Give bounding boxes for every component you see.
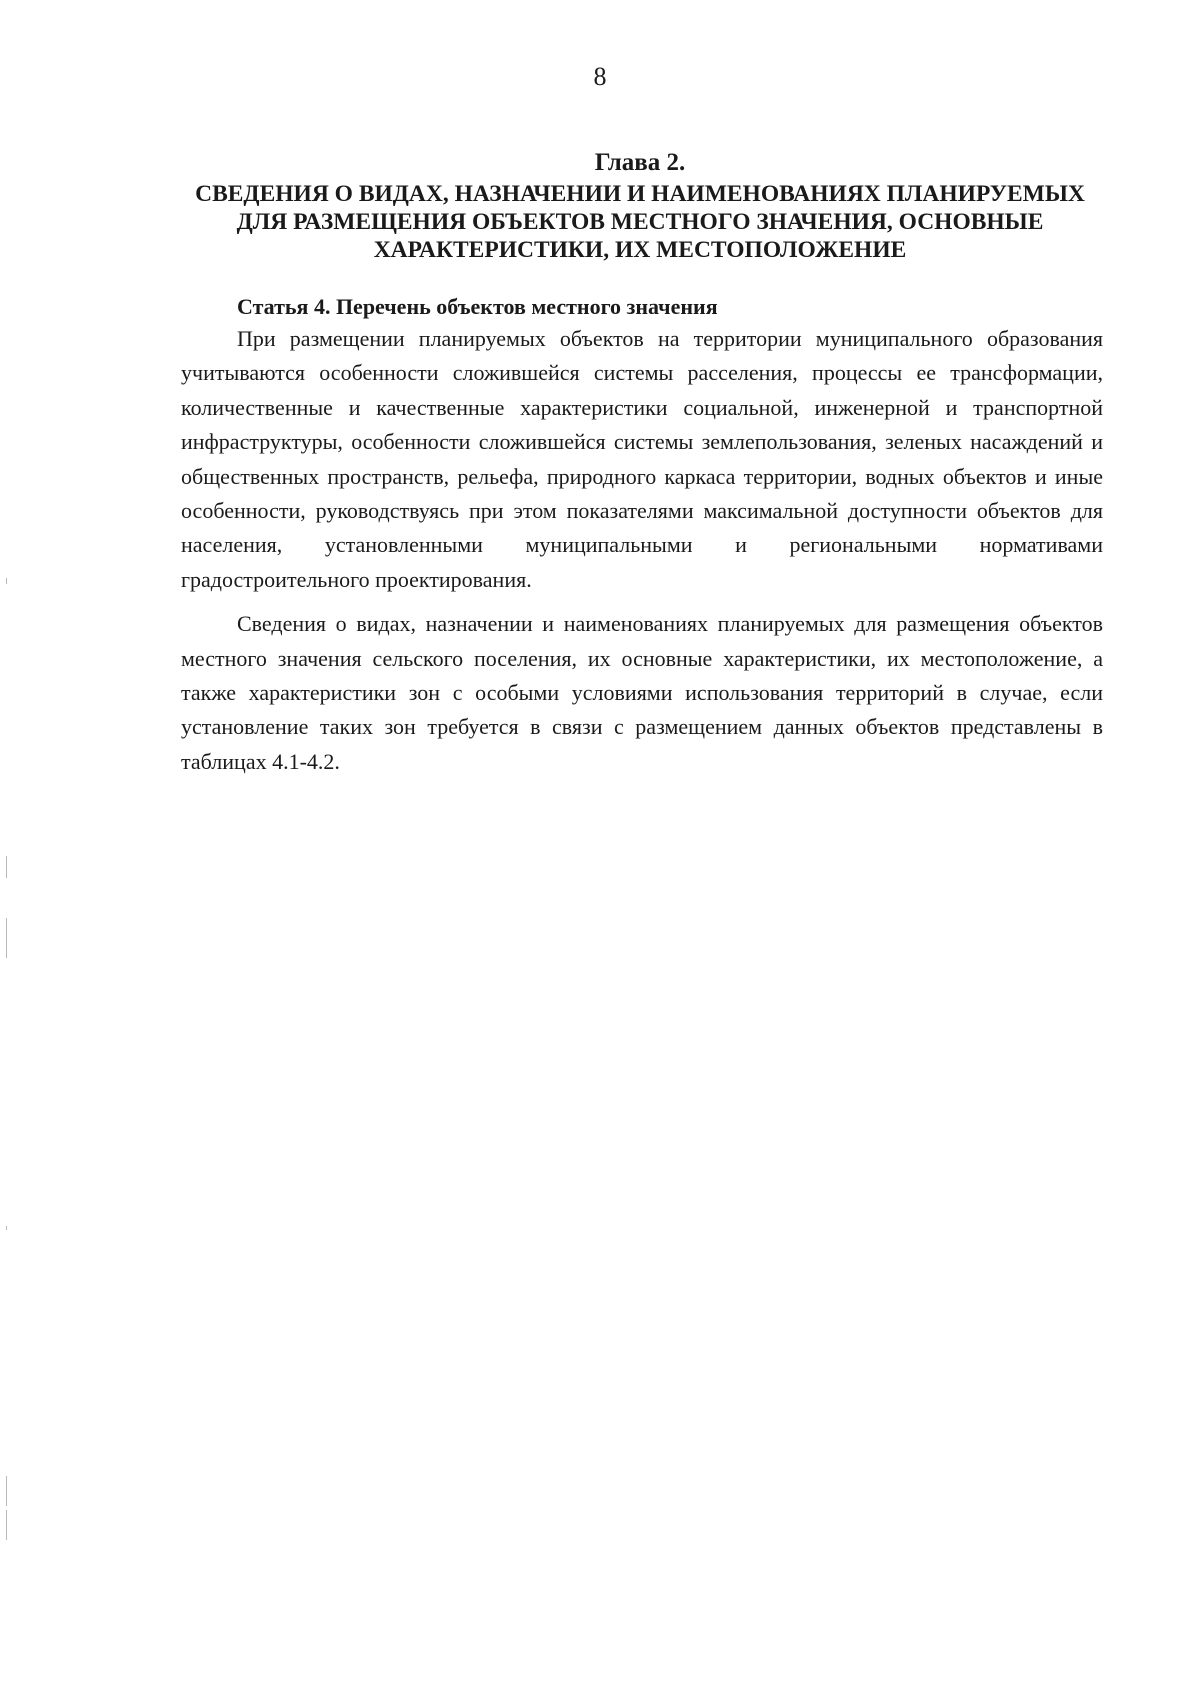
scan-artifact — [6, 856, 7, 878]
chapter-title-line-2: ДЛЯ РАЗМЕЩЕНИЯ ОБЪЕКТОВ МЕСТНОГО ЗНАЧЕНИЯ, ОСНОВНЫЕ — [236, 209, 1044, 235]
paragraph-1: При размещении планируемых объектов на территории муниципального образования учитываются особенности сложившейся системы расселения, процессы ее трансформации, количественные и качественные характеристики социальной, инженерной и транспортной инфраструктуры, особенности сложившейся системы землепользования, зеленых насаждений и общественных пространств, рельефа, природного каркаса территории, водных объектов и иные особенности, руководствуясь при этом показателями максимальной доступности объектов для населения, установленными муниципальными и региональными нормативами градостроительного проектирования. — [181, 326, 1103, 592]
page-number: 8 — [593, 62, 607, 91]
chapter-number: Глава 2. — [594, 149, 686, 176]
chapter-title-line-3: ХАРАКТЕРИСТИКИ, ИХ МЕСТОПОЛОЖЕНИЕ — [373, 237, 907, 263]
scan-artifact — [6, 918, 7, 958]
paragraph-2: Сведения о видах, назначении и наименованиях планируемых для размещения объектов местного значения сельского поселения, их основные характеристики, их местоположение, а также характеристики зон с особыми условиями использования территорий в случае, если установление таких зон требуется в связи с размещением данных объектов представлены в таблицах 4.1-4.2. — [181, 611, 1103, 774]
scan-artifact — [6, 1476, 7, 1506]
scan-artifact — [6, 1510, 7, 1540]
article-heading: Статья 4. Перечень объектов местного значения — [237, 294, 718, 319]
scan-artifact — [6, 578, 7, 584]
article-body — [181, 322, 1103, 779]
chapter-header — [180, 148, 1100, 264]
chapter-title-line-1: СВЕДЕНИЯ О ВИДАХ, НАЗНАЧЕНИИ И НАИМЕНОВАНИЯХ ПЛАНИРУЕМЫХ — [195, 181, 1085, 207]
scan-artifact — [6, 1226, 7, 1230]
